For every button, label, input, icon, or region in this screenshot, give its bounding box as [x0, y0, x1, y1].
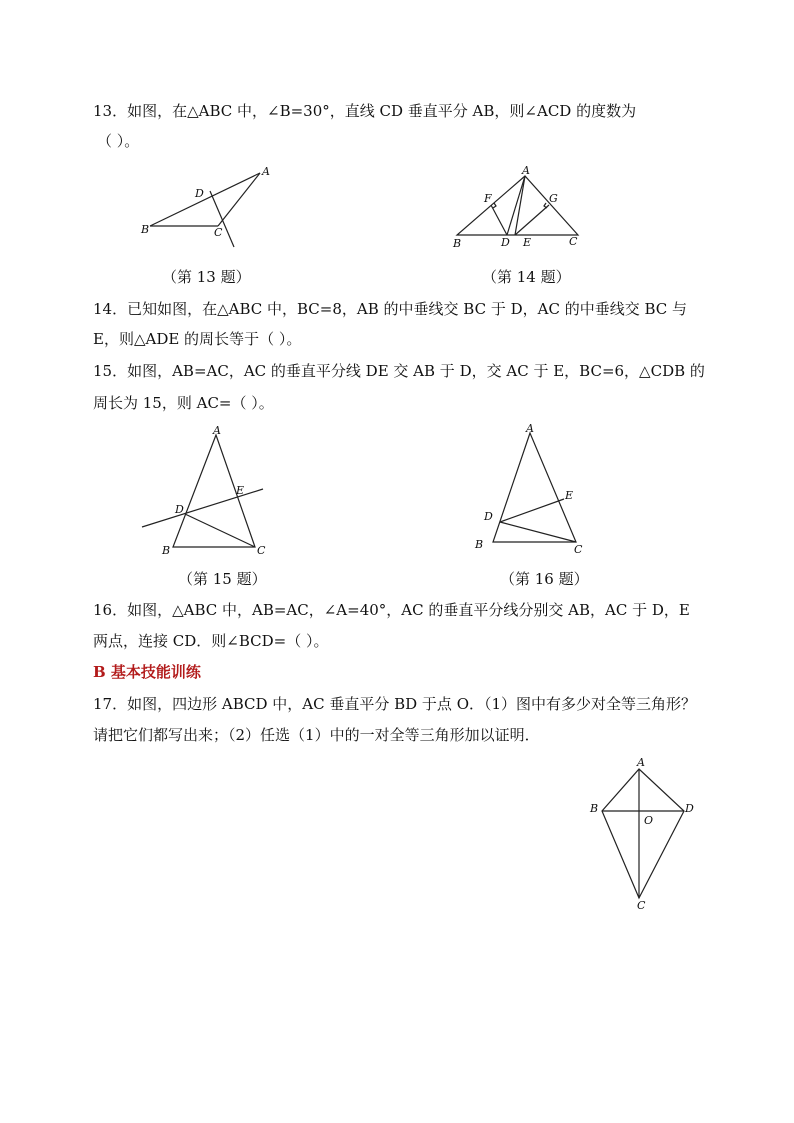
- q17-quadrilateral-abcd: [602, 769, 684, 898]
- q15-label-a: A: [213, 424, 221, 437]
- q14-caption: （第 14 题）: [482, 268, 571, 286]
- q14-perp-bisector-ac: [515, 205, 549, 235]
- q14-figure: [448, 163, 588, 253]
- q17-label-o: O: [644, 814, 654, 827]
- q17-label-d: D: [685, 802, 694, 815]
- q14-label-c: C: [569, 235, 578, 248]
- q13-caption: （第 13 题）: [162, 268, 251, 286]
- q16-triangle-abc: [493, 433, 576, 542]
- q16-label-a: A: [526, 422, 534, 435]
- q16-label-c: C: [574, 543, 583, 556]
- q17-label-a: A: [637, 756, 645, 769]
- section-b-heading: B 基本技能训练: [93, 663, 201, 681]
- q14-text-line1: 14．已知如图，在△ABC 中，BC=8，AB 的中垂线交 BC 于 D，AC 的中垂线交 BC 与: [93, 300, 688, 318]
- q15-label-e: E: [236, 484, 245, 497]
- q13-label-d: D: [195, 187, 204, 200]
- q14-label-e: E: [523, 236, 532, 249]
- q15-label-c: C: [257, 544, 266, 557]
- q13-figure: [140, 162, 275, 254]
- q14-triangle-abc: [457, 176, 578, 235]
- q13-label-b: B: [141, 223, 150, 236]
- q15-text-line1: 15．如图，AB=AC，AC 的垂直平分线 DE 交 AB 于 D，交 AC 于 E，BC=6，△CDB 的: [93, 362, 705, 380]
- q16-label-b: B: [475, 538, 484, 551]
- q13-side-ab: [150, 173, 260, 226]
- q16-label-e: E: [565, 489, 574, 502]
- q13-label-a: A: [262, 165, 270, 178]
- q15-label-d: D: [175, 503, 184, 516]
- q15-caption: （第 15 题）: [178, 570, 267, 588]
- q13-answer-blank: （ ）。: [97, 132, 140, 150]
- q14-perp-bisector-ab: [491, 205, 507, 235]
- q16-figure: [470, 421, 595, 561]
- q17-figure: [585, 754, 705, 914]
- q16-segment-dc: [500, 522, 576, 542]
- q16-text-line2: 两点，连接 CD．则∠BCD=（ ）。: [93, 632, 329, 650]
- q15-label-b: B: [162, 544, 171, 557]
- q16-caption: （第 16 题）: [500, 570, 589, 588]
- q14-label-b: B: [453, 237, 462, 250]
- q15-segment-dc: [185, 514, 255, 547]
- q14-label-d: D: [501, 236, 510, 249]
- q17-text-line2: 请把它们都写出来；（2）任选（1）中的一对全等三角形加以证明．: [93, 726, 540, 744]
- q14-label-a: A: [522, 164, 530, 177]
- q17-text-line1: 17．如图，四边形 ABCD 中，AC 垂直平分 BD 于点 O．（1）图中有多少对全等三角形？: [93, 695, 697, 713]
- q16-segment-de: [500, 499, 564, 522]
- q16-text-line1: 16．如图，△ABC 中，AB=AC，∠A=40°，AC 的垂直平分线分别交 AB，AC 于 D，E: [93, 601, 690, 619]
- q14-text-line2: E，则△ADE 的周长等于（ ）。: [93, 330, 302, 348]
- q17-label-c: C: [637, 899, 646, 912]
- q14-label-g: G: [549, 192, 558, 205]
- q15-figure: [140, 423, 270, 563]
- q13-side-ca: [218, 173, 260, 226]
- q15-line-de: [142, 489, 263, 527]
- q14-right-angle-g: [544, 203, 547, 208]
- q14-label-f: F: [484, 192, 492, 205]
- q16-label-d: D: [484, 510, 493, 523]
- q13-label-c: C: [214, 226, 223, 239]
- q17-label-b: B: [590, 802, 599, 815]
- q13-text: 13．如图，在△ABC 中，∠B=30°，直线 CD 垂直平分 AB，则∠ACD 的度数为: [93, 102, 637, 120]
- q15-text-line2: 周长为 15，则 AC=（ ）。: [93, 394, 274, 412]
